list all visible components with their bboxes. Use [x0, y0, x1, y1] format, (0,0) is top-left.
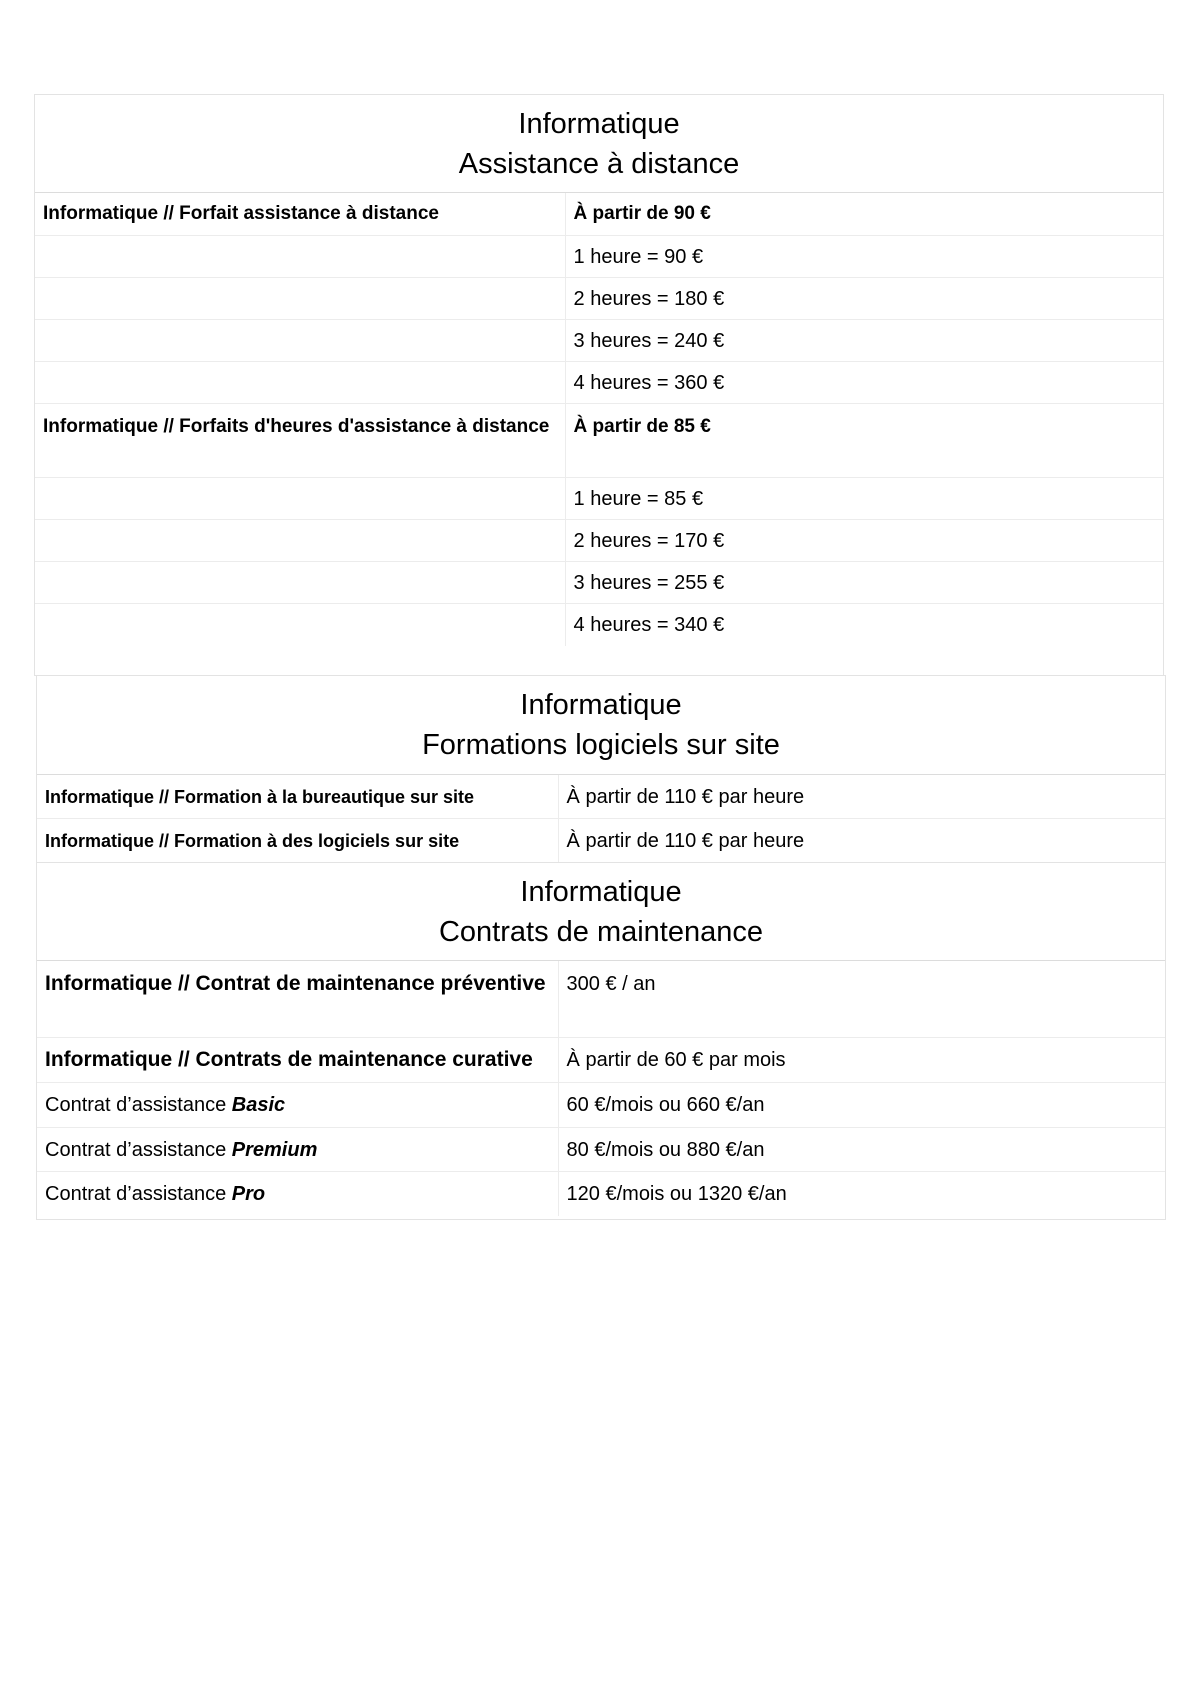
service-price: À partir de 110 € par heure	[566, 829, 805, 852]
service-price: 3 heures = 240 €	[573, 329, 725, 352]
service-name: Informatique // Forfaits d'heures d'assistance à distance	[35, 404, 566, 477]
table-row	[35, 562, 1163, 604]
table-row	[35, 193, 1163, 236]
table-row	[35, 520, 1163, 562]
service-name	[35, 604, 566, 646]
section-title-line1: Informatique	[518, 107, 680, 140]
service-name	[35, 520, 566, 561]
table-row	[37, 1083, 1165, 1128]
section-assistance-a-distance	[34, 94, 1164, 676]
table-row	[35, 604, 1163, 646]
table-row	[35, 320, 1163, 362]
service-name: Informatique // Contrats de maintenance curative	[37, 1038, 559, 1082]
service-name	[37, 1083, 559, 1127]
table-row	[35, 478, 1163, 520]
service-price: 4 heures = 340 €	[573, 614, 725, 636]
section-title-line2: Formations logiciels sur site	[422, 729, 780, 761]
service-name	[35, 478, 566, 519]
section-title	[35, 95, 1163, 193]
service-price: À partir de 60 € par mois	[566, 1049, 786, 1071]
service-name: Informatique // Forfait assistance à distance	[35, 193, 566, 235]
table-row	[35, 404, 1163, 478]
section-title-line1: Informatique	[520, 689, 682, 721]
contract-tier: Basic	[231, 1094, 286, 1116]
service-name	[35, 278, 566, 319]
service-price: 1 heure = 85 €	[573, 487, 704, 510]
service-name	[37, 1172, 559, 1216]
service-price: 2 heures = 180 €	[573, 287, 725, 310]
contract-label: Contrat d’assistance	[45, 1138, 232, 1161]
service-name	[35, 562, 566, 603]
service-name	[35, 362, 566, 403]
table-row	[37, 1128, 1165, 1172]
section-title	[37, 863, 1165, 961]
section-title	[37, 676, 1165, 775]
service-price: 60 €/mois ou 660 €/an	[566, 1094, 765, 1116]
table-row	[37, 961, 1165, 1038]
service-price: À partir de 110 € par heure	[566, 785, 805, 808]
table-row	[37, 1172, 1165, 1216]
service-price: 3 heures = 255 €	[573, 571, 725, 594]
service-price: À partir de 90 €	[573, 203, 711, 224]
service-price: 4 heures = 360 €	[573, 371, 725, 394]
contract-label: Contrat d’assistance	[45, 1183, 232, 1205]
table-row	[35, 362, 1163, 404]
contract-tier: Pro	[231, 1183, 266, 1205]
service-price: 120 €/mois ou 1320 €/an	[566, 1183, 787, 1205]
service-name	[35, 236, 566, 277]
service-name	[37, 1128, 559, 1171]
service-name: Informatique // Contrat de maintenance préventive	[37, 961, 559, 1037]
section-contrats-maintenance	[36, 862, 1166, 1220]
table-row	[37, 1038, 1165, 1083]
table-row	[37, 775, 1165, 819]
service-name	[35, 320, 566, 361]
service-price: 300 € / an	[566, 973, 656, 995]
service-price: 2 heures = 170 €	[573, 529, 725, 552]
section-title-line2: Assistance à distance	[458, 147, 740, 180]
service-price: À partir de 85 €	[573, 416, 711, 437]
table-row	[37, 819, 1165, 862]
service-price: 80 €/mois ou 880 €/an	[566, 1138, 765, 1161]
service-price: 1 heure = 90 €	[573, 245, 704, 268]
service-name: Informatique // Formation à la bureautique sur site	[37, 775, 559, 818]
section-title-line1: Informatique	[520, 875, 682, 908]
contract-tier: Premium	[231, 1138, 318, 1161]
service-name: Informatique // Formation à des logiciels sur site	[37, 819, 559, 862]
contract-label: Contrat d’assistance	[45, 1094, 232, 1116]
section-title-line2: Contrats de maintenance	[438, 915, 764, 948]
table-row	[35, 236, 1163, 278]
section-formations-logiciels	[36, 675, 1166, 863]
table-row	[35, 278, 1163, 320]
